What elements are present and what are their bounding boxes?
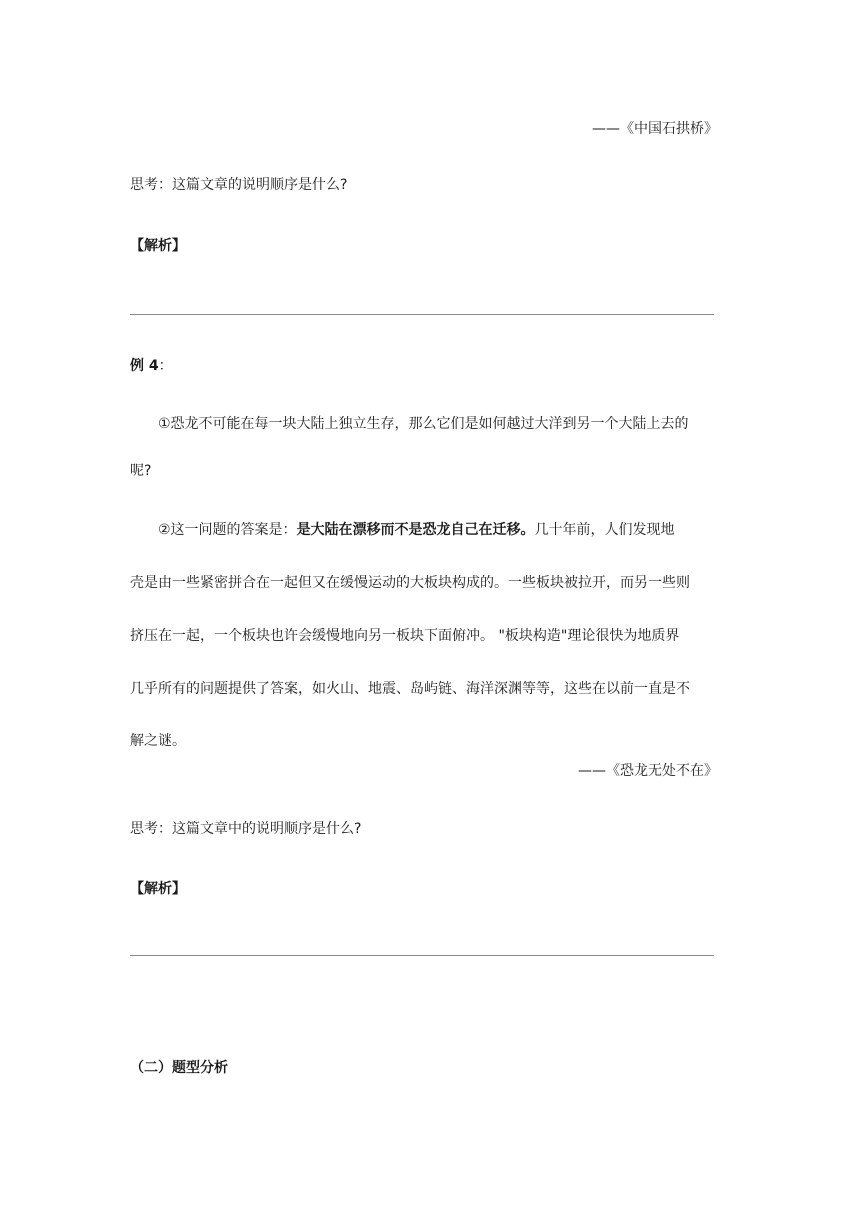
example-label xyxy=(130,356,173,376)
paragraph-2-line-2: 壳是由一些紧密拼合在一起但又在缓慢运动的大板块构成的。一些板块被拉开，而另一些则 xyxy=(130,575,690,591)
answer-line xyxy=(130,314,714,315)
answer-continuation: 几十年前，人们发现地 xyxy=(534,522,675,538)
question-text: 思考：这篇文章的说明顺序是什么? xyxy=(130,177,348,193)
analysis-label-2: 【解析】 xyxy=(130,881,186,897)
answer-line-2 xyxy=(130,955,714,956)
paragraph-1-line-2: 呢? xyxy=(130,463,152,479)
source-citation: ——《中国石拱桥》 xyxy=(592,121,718,137)
paragraph-2-line-4: 几乎所有的问题提供了答案，如火山、地震、岛屿链、海洋深渊等等，这些在以前一直是不 xyxy=(130,681,690,697)
paragraph-1-line-1: ①恐龙不可能在每一块大陆上独立生存，那么它们是如何越过大洋到另一个大陆上去的 xyxy=(158,416,689,432)
paragraph-2-line-1 xyxy=(158,520,730,540)
example-colon: ： xyxy=(158,358,173,374)
paragraph-2-line-5: 解之谜。 xyxy=(130,733,186,749)
question-text-2: 思考：这篇文章中的说明顺序是什么? xyxy=(130,821,362,837)
paragraph-2-line-3: 挤压在一起，一个板块也许会缓慢地向另一板块下面俯冲。 "板块构造"理论很快为地质界 xyxy=(130,628,680,644)
source-citation-2: ——《恐龙无处不在》 xyxy=(578,763,718,779)
example-number: 例 4 xyxy=(130,358,159,374)
analysis-label: 【解析】 xyxy=(130,238,186,254)
answer-intro: ②这一问题的答案是： xyxy=(158,522,297,538)
section-heading: （二）题型分析 xyxy=(130,1060,228,1076)
answer-key-sentence: 是大陆在漂移而不是恐龙自己在迁移。 xyxy=(296,522,535,538)
